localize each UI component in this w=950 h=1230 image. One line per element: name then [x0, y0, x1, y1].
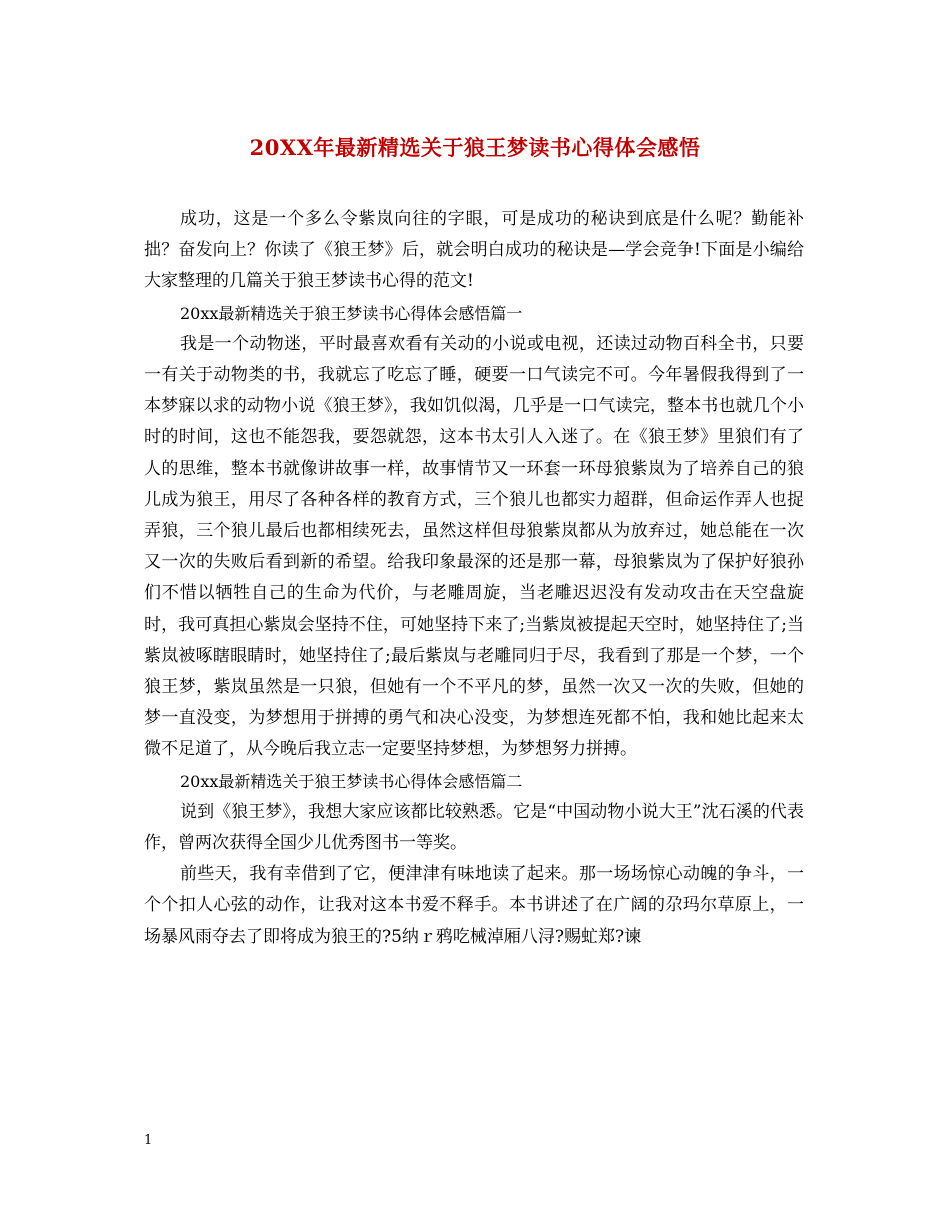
document-title: 20XX年最新精选关于狼王梦读书心得体会感悟	[249, 135, 701, 160]
intro-paragraph: 成功，这是一个多么令紫岚向往的字眼，可是成功的秘诀到底是什么呢？勤能补拙？奋发向上？你读了《狼王梦》后，就会明白成功的秘诀是—学会竞争!下面是小编给大家整理的几篇关于狼王梦读书心得的范文!	[144, 209, 804, 292]
section-one-paragraph: 我是一个动物迷，平时最喜欢看有关动的小说或电视，还读过动物百科全书，只要一有关于动物类的书，我就忘了吃忘了睡，硬要一口气读完不可。今年暑假我得到了一本梦寐以求的动物小说《狼王梦》，我如饥似渴，几乎是一口气读完，整本书也就几个小时的时间，这也不能怨我，要怨就怨，这本书太引人入迷了。在《狼王梦》里狼们有了人的思维，整本书就像讲故事一样，故事情节又一环套一环母狼紫岚为了培养自己的狼儿成为狼王，用尽了各种各样的教育方式，三个狼儿也都实力超群，但命运作弄人也捉弄狼，三个狼儿最后也都相续死去，虽然这样但母狼紫岚都从为放弃过，她总能在一次又一次的失败后看到新的希望。给我印象最深的还是那一幕，母狼紫岚为了保护好狼孙们不惜以牺牲自己的生命为代价，与老雕周旋，当老雕迟迟没有发动攻击在天空盘旋时，我可真担心紫岚会坚持不住，可她坚持下来了;当紫岚被提起天空时，她坚持住了;当紫岚被啄瞎眼睛时，她坚持住了;最后紫岚与老雕同归于尽，我看到了那是一个梦，一个狼王梦，紫岚虽然是一只狼，但她有一个不平凡的梦，虽然一次又一次的失败，但她的梦一直没变，为梦想用于拼搏的勇气和决心没变，为梦想连死都不怕，我和她比起来太微不足道了，从今晚后我立志一定要坚持梦想，为梦想努力拼搏。	[144, 333, 804, 760]
page-number: 1	[144, 1133, 153, 1148]
section-two-paragraph-one: 说到《狼王梦》，我想大家应该都比较熟悉。它是“中国动物小说大王”沈石溪的代表作，曾两次获得全国少儿优秀图书一等奖。	[144, 801, 804, 854]
document-body	[144, 204, 804, 953]
section-two-paragraph-two: 前些天，我有幸借到了它，便津津有味地读了起来。那一场场惊心动魄的争斗，一个个扣人心弦的动作，让我对这本书爱不释手。本书讲述了在广阔的尕玛尔草原上，一场暴风雨夺去了即将成为狼王的?5纳ｒ鸦吃械淖厢八浔?赐虻郑?谏	[144, 864, 804, 947]
section-one-heading: 20xx最新精选关于狼王梦读书心得体会感悟篇一	[180, 303, 523, 323]
section-two-heading: 20xx最新精选关于狼王梦读书心得体会感悟篇二	[180, 771, 523, 791]
